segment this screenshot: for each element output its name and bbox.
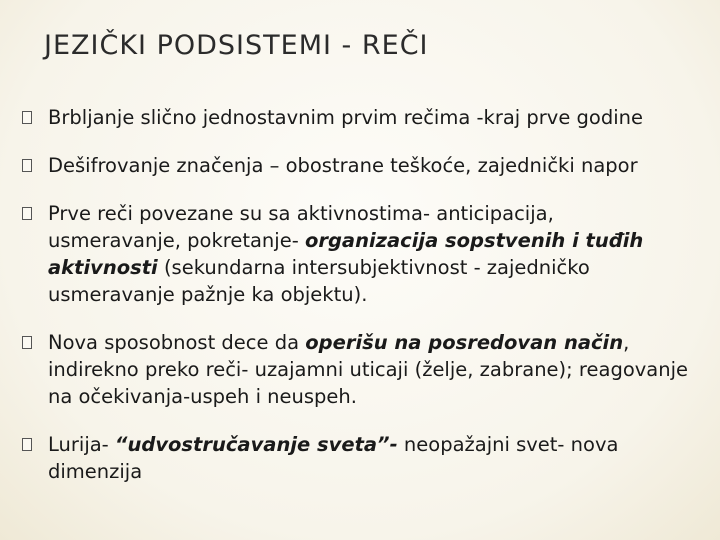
bullet-emphasis: organizacija sopstvenih i tuđih aktivnosti xyxy=(48,229,644,279)
bullet-item xyxy=(22,104,692,131)
slide-title: JEZIČKI PODSISTEMI - REČI xyxy=(44,30,429,61)
bullet-box-icon xyxy=(22,111,32,124)
bullet-text: Brbljanje slično jednostavnim prvim rečima -kraj prve godine xyxy=(48,106,643,129)
bullet-text: Nova sposobnost dece da xyxy=(48,331,306,354)
bullet-text: Lurija- xyxy=(48,433,115,456)
bullet-item xyxy=(22,200,692,308)
bullet-emphasis: “udvostručavanje sveta”- xyxy=(114,433,398,456)
bullet-item xyxy=(22,329,692,410)
bullet-text: Prve reči povezane su sa aktivnostima- anticipacija, usmeravanje, pokretanje- xyxy=(48,202,554,252)
bullet-text: , indirekno preko reči- uzajamni uticaji (želje, zabrane); reagovanje na očekivanja-uspeh i neuspeh. xyxy=(48,331,689,408)
bullet-emphasis: operišu na posredovan način xyxy=(305,331,624,354)
bullet-item xyxy=(22,152,692,179)
bullet-list xyxy=(22,104,692,506)
bullet-box-icon xyxy=(22,336,32,349)
bullet-box-icon xyxy=(22,438,32,451)
bullet-text: (sekundarna intersubjektivnost - zajedničko usmeravanje pažnje ka objektu). xyxy=(48,256,590,306)
bullet-box-icon xyxy=(22,207,32,220)
bullet-text: neopažajni svet- nova dimenzija xyxy=(48,433,619,483)
bullet-item xyxy=(22,431,692,485)
bullet-box-icon xyxy=(22,159,32,172)
bullet-text: Dešifrovanje značenja – obostrane teškoće, zajednički napor xyxy=(48,154,638,177)
